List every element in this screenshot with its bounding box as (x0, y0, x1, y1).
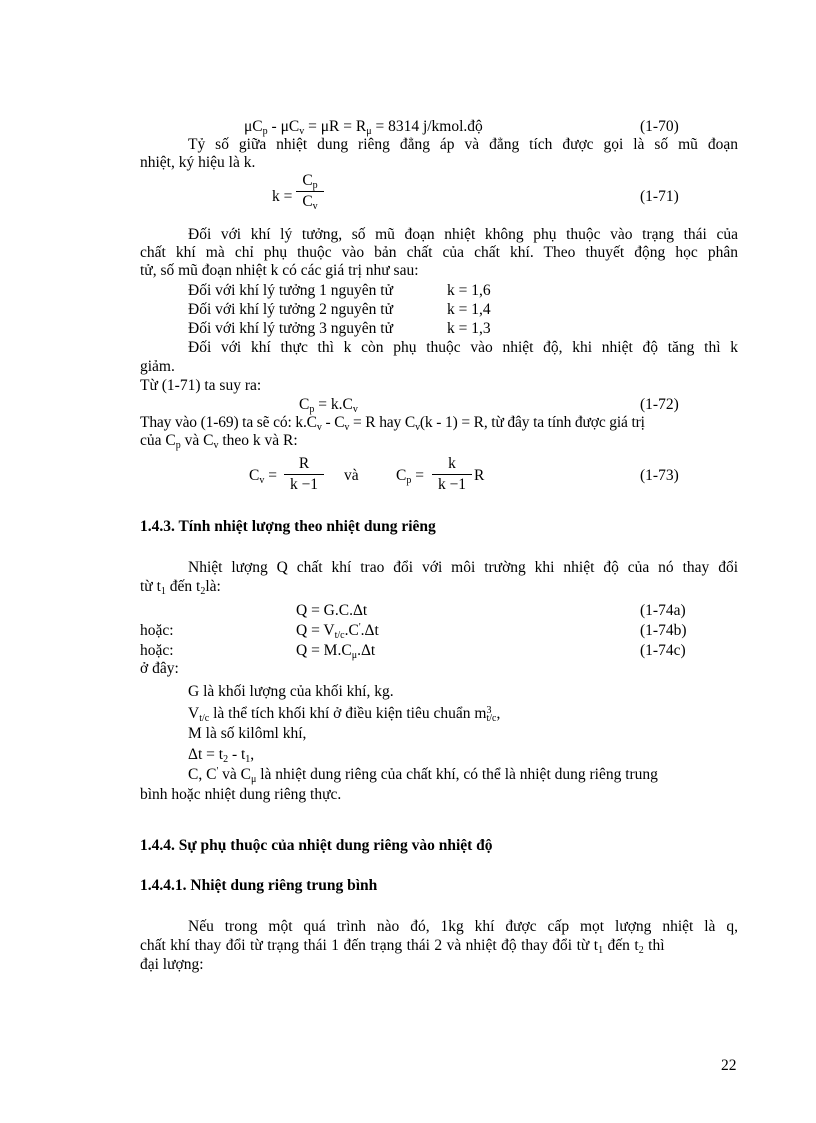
paragraph-line: Đối với khí lý tưởng, số mũ đoạn nhiệt không phụ thuộc vào trạng thái của (188, 226, 738, 243)
definition-c: C, C' và $C_\mu$ là nhiệt dung riêng của chất khí, có thể là nhiệt dung riêng trung (188, 766, 658, 785)
list-item: Đối với khí lý tưởng 3 nguyên tử (188, 320, 393, 337)
equation-1-74c: $Q = M.C_\mu.\Delta t$ (296, 642, 376, 661)
paragraph-line: Nhiệt lượng Q chất khí trao đổi với môi trường khi nhiệt độ của nó thay đổi (188, 559, 738, 576)
paragraph-line: nhiệt, ký hiệu là k. (140, 154, 256, 171)
fraction-r-over-k-minus-1: R k −1 (284, 455, 324, 494)
equation-number: (1-74c) (640, 642, 686, 659)
equation-number: (1-74a) (640, 602, 686, 619)
equation-label: hoặc: (140, 642, 174, 659)
paragraph-line: Đối với khí thực thì k còn phụ thuộc vào nhiệt độ, khi nhiệt độ tăng thì k (188, 339, 738, 356)
equation-label: hoặc: (140, 622, 174, 639)
definition-m: M là số kilôml khí, (188, 725, 307, 742)
equation-1-73-cp: $C_p$ = (396, 467, 424, 486)
paragraph-line: chất khí thay đổi từ trạng thái 1 đến trạng thái 2 và nhiệt độ thay đổi từ $t_1$ đến $t_2$ thì (140, 937, 665, 956)
paragraph-line: Từ (1-71) ta suy ra: (140, 377, 262, 394)
equation-number: (1-71) (640, 188, 679, 205)
section-heading: 1.4.4. Sự phụ thuộc của nhiệt dung riêng vào nhiệt độ (140, 837, 493, 854)
definition-dt: $\Delta t = t_2 - t_1$, (188, 746, 255, 765)
paragraph-line: tử, số mũ đoạn nhiệt k có các giá trị như sau: (140, 262, 419, 279)
equation-number: (1-74b) (640, 622, 687, 639)
list-item: Đối với khí lý tưởng 1 nguyên tử (188, 282, 393, 299)
subsection-heading: 1.4.4.1. Nhiệt dung riêng trung bình (140, 877, 378, 894)
equation-1-73-cv: $C_v$ = (249, 467, 277, 486)
page-number: 22 (721, 1057, 737, 1074)
and-word: và (344, 467, 359, 484)
equation-1-74b: $Q = V_{t/c}.C'.\Delta t$ (296, 622, 379, 641)
equation-1-74a: Q = G.C.Δt (296, 602, 368, 619)
equation-number: (1-70) (640, 118, 679, 135)
paragraph-line: Tỷ số giữa nhiệt dung riêng đẳng áp và đẳng tích được gọi là số mũ đoạn (188, 136, 738, 153)
definition-g: G là khối lượng của khối khí, kg. (188, 683, 394, 700)
equation-1-70: $\mu C_p - \mu C_v = \mu R = R_\mu = 8314$ j/kmol.độ (244, 118, 483, 137)
paragraph-line: của $C_p$ và $C_v$ theo k và R: (140, 432, 298, 451)
paragraph-line: giảm. (140, 358, 175, 375)
list-item-value: k = 1,4 (447, 301, 491, 318)
paragraph-line: ở đây: (140, 660, 179, 677)
paragraph-line: đại lượng: (140, 956, 204, 973)
list-item: Đối với khí lý tưởng 2 nguyên tử (188, 301, 393, 318)
paragraph-line: Nếu trong một quá trình nào đó, 1kg khí được cấp mọt lượng nhiệt là q, (188, 918, 738, 935)
paragraph-line: Thay vào (1-69) ta sẽ có: $k.C_v - C_v = R$ hay $C_v(k - 1) = R$, từ đây ta tính được giá trị (140, 414, 645, 433)
equation-1-72: $C_p = k.C_v$ (299, 396, 358, 415)
paragraph-line: từ $t_1$ đến $t_2là$: (140, 578, 221, 597)
section-heading: 1.4.3. Tính nhiệt lượng theo nhiệt dung riêng (140, 518, 436, 535)
list-item-value: k = 1,3 (447, 320, 491, 337)
equation-1-71-lhs: k = (272, 188, 293, 205)
r-symbol: R (474, 467, 485, 484)
list-item-value: k = 1,6 (447, 282, 491, 299)
equation-number: (1-72) (640, 396, 679, 413)
paragraph-line: chất khí mà chỉ phụ thuộc vào bản chất của chất khí. Theo thuyết động học phân (140, 244, 738, 261)
definition-c-cont: bình hoặc nhiệt dung riêng thực. (140, 786, 342, 803)
fraction-cp-cv: $C_p$ $C_v$ (296, 172, 324, 211)
fraction-k-over-k-minus-1: k k −1 (432, 455, 472, 494)
equation-number: (1-73) (640, 467, 679, 484)
definition-v: $V_{t/c}$ là thể tích khối khí ở điều kiện tiêu chuẩn $m^3_{t/c}$, (188, 705, 501, 724)
